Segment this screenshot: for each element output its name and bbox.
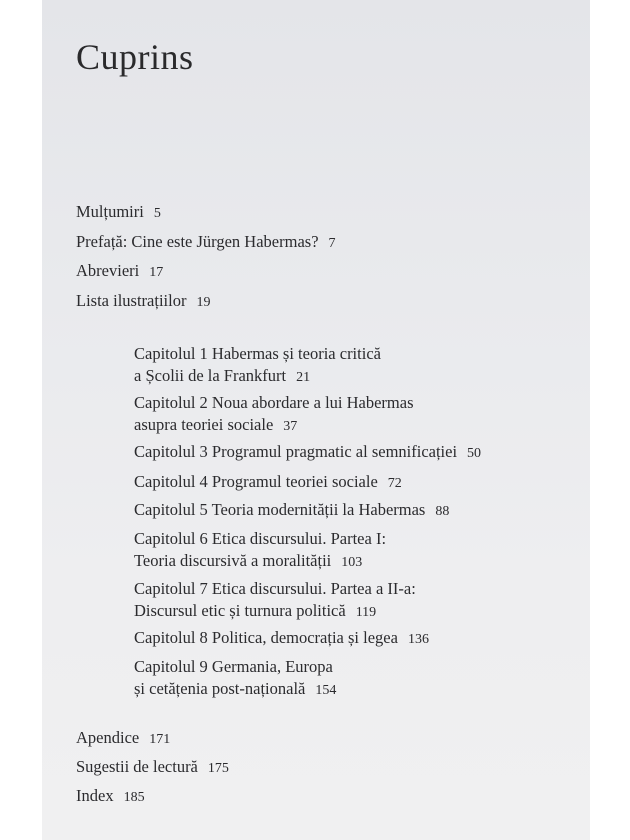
toc-entry-lista-ilustratiilor [76,290,210,314]
toc-chapter-5 [134,499,449,523]
toc-entry-page: 72 [387,476,402,491]
toc-entry-label: Abrevieri [76,261,140,280]
page-title: Cuprins [76,37,194,77]
toc-chapter-title: Capitolul 5 Teoria modernității la Habermas [134,500,426,519]
toc-entry-label: Lista ilustrațiilor [76,291,187,310]
toc-chapter-subtitle: Discursul etic și turnura politică [134,601,346,620]
toc-chapter-title: Capitolul 1 Habermas și teoria critică [134,344,381,363]
toc-chapter-7 [134,578,416,624]
toc-entry-page: 19 [196,295,211,310]
toc-chapter-subtitle: a Școlii de la Frankfurt [134,366,287,385]
toc-chapter-title: Capitolul 9 Germania, Europa [134,657,333,676]
toc-chapter-subtitle: și cetățenia post-națională [134,679,306,698]
toc-chapter-8 [134,627,429,651]
page-margin-left [0,0,42,840]
toc-chapter-9 [134,656,336,702]
toc-entry-page: 175 [207,761,229,776]
toc-chapter-2 [134,392,414,438]
toc-chapter-6 [134,528,386,574]
toc-entry-page: 136 [407,632,429,647]
toc-chapter-title: Capitolul 8 Politica, democrația și legea [134,628,398,647]
toc-chapter-title: Capitolul 2 Noua abordare a lui Habermas [134,393,414,412]
toc-entry-sugestii-de-lectura [76,756,229,780]
toc-entry-page: 154 [315,683,337,698]
toc-chapter-1 [134,343,381,389]
toc-entry-label: Sugestii de lectură [76,757,198,776]
toc-entry-page: 21 [296,370,311,385]
toc-entry-page: 171 [149,732,171,747]
toc-chapter-title: Capitolul 3 Programul pragmatic al semnificației [134,442,458,461]
toc-chapter-title: Capitolul 7 Etica discursului. Partea a II-a: [134,579,416,598]
toc-chapter-4 [134,471,402,495]
toc-entry-apendice [76,727,170,751]
toc-chapter-title: Capitolul 6 Etica discursului. Partea I: [134,529,387,548]
toc-entry-label: Apendice [76,728,140,747]
toc-entry-page: 5 [153,206,161,221]
toc-entry-prefata [76,231,336,255]
toc-chapter-3 [134,441,481,465]
toc-entry-page: 17 [149,265,164,280]
toc-entry-page: 7 [328,236,336,251]
toc-chapter-title: Capitolul 4 Programul teoriei sociale [134,472,378,491]
toc-entry-label: Prefață: Cine este Jürgen Habermas? [76,232,319,251]
toc-chapter-subtitle: asupra teoriei sociale [134,415,274,434]
page-margin-right [590,0,630,840]
toc-entry-page: 119 [355,605,377,620]
toc-entry-page: 103 [341,555,363,570]
toc-entry-page: 185 [123,790,145,805]
toc-entry-multumiri [76,201,161,225]
toc-chapter-subtitle: Teoria discursivă a moralității [134,551,332,570]
toc-entry-abrevieri [76,260,163,284]
toc-entry-label: Mulțumiri [76,202,144,221]
toc-entry-page: 50 [467,446,482,461]
toc-entry-label: Index [76,786,114,805]
toc-entry-page: 37 [283,419,298,434]
toc-entry-index [76,785,145,809]
toc-entry-page: 88 [435,504,450,519]
